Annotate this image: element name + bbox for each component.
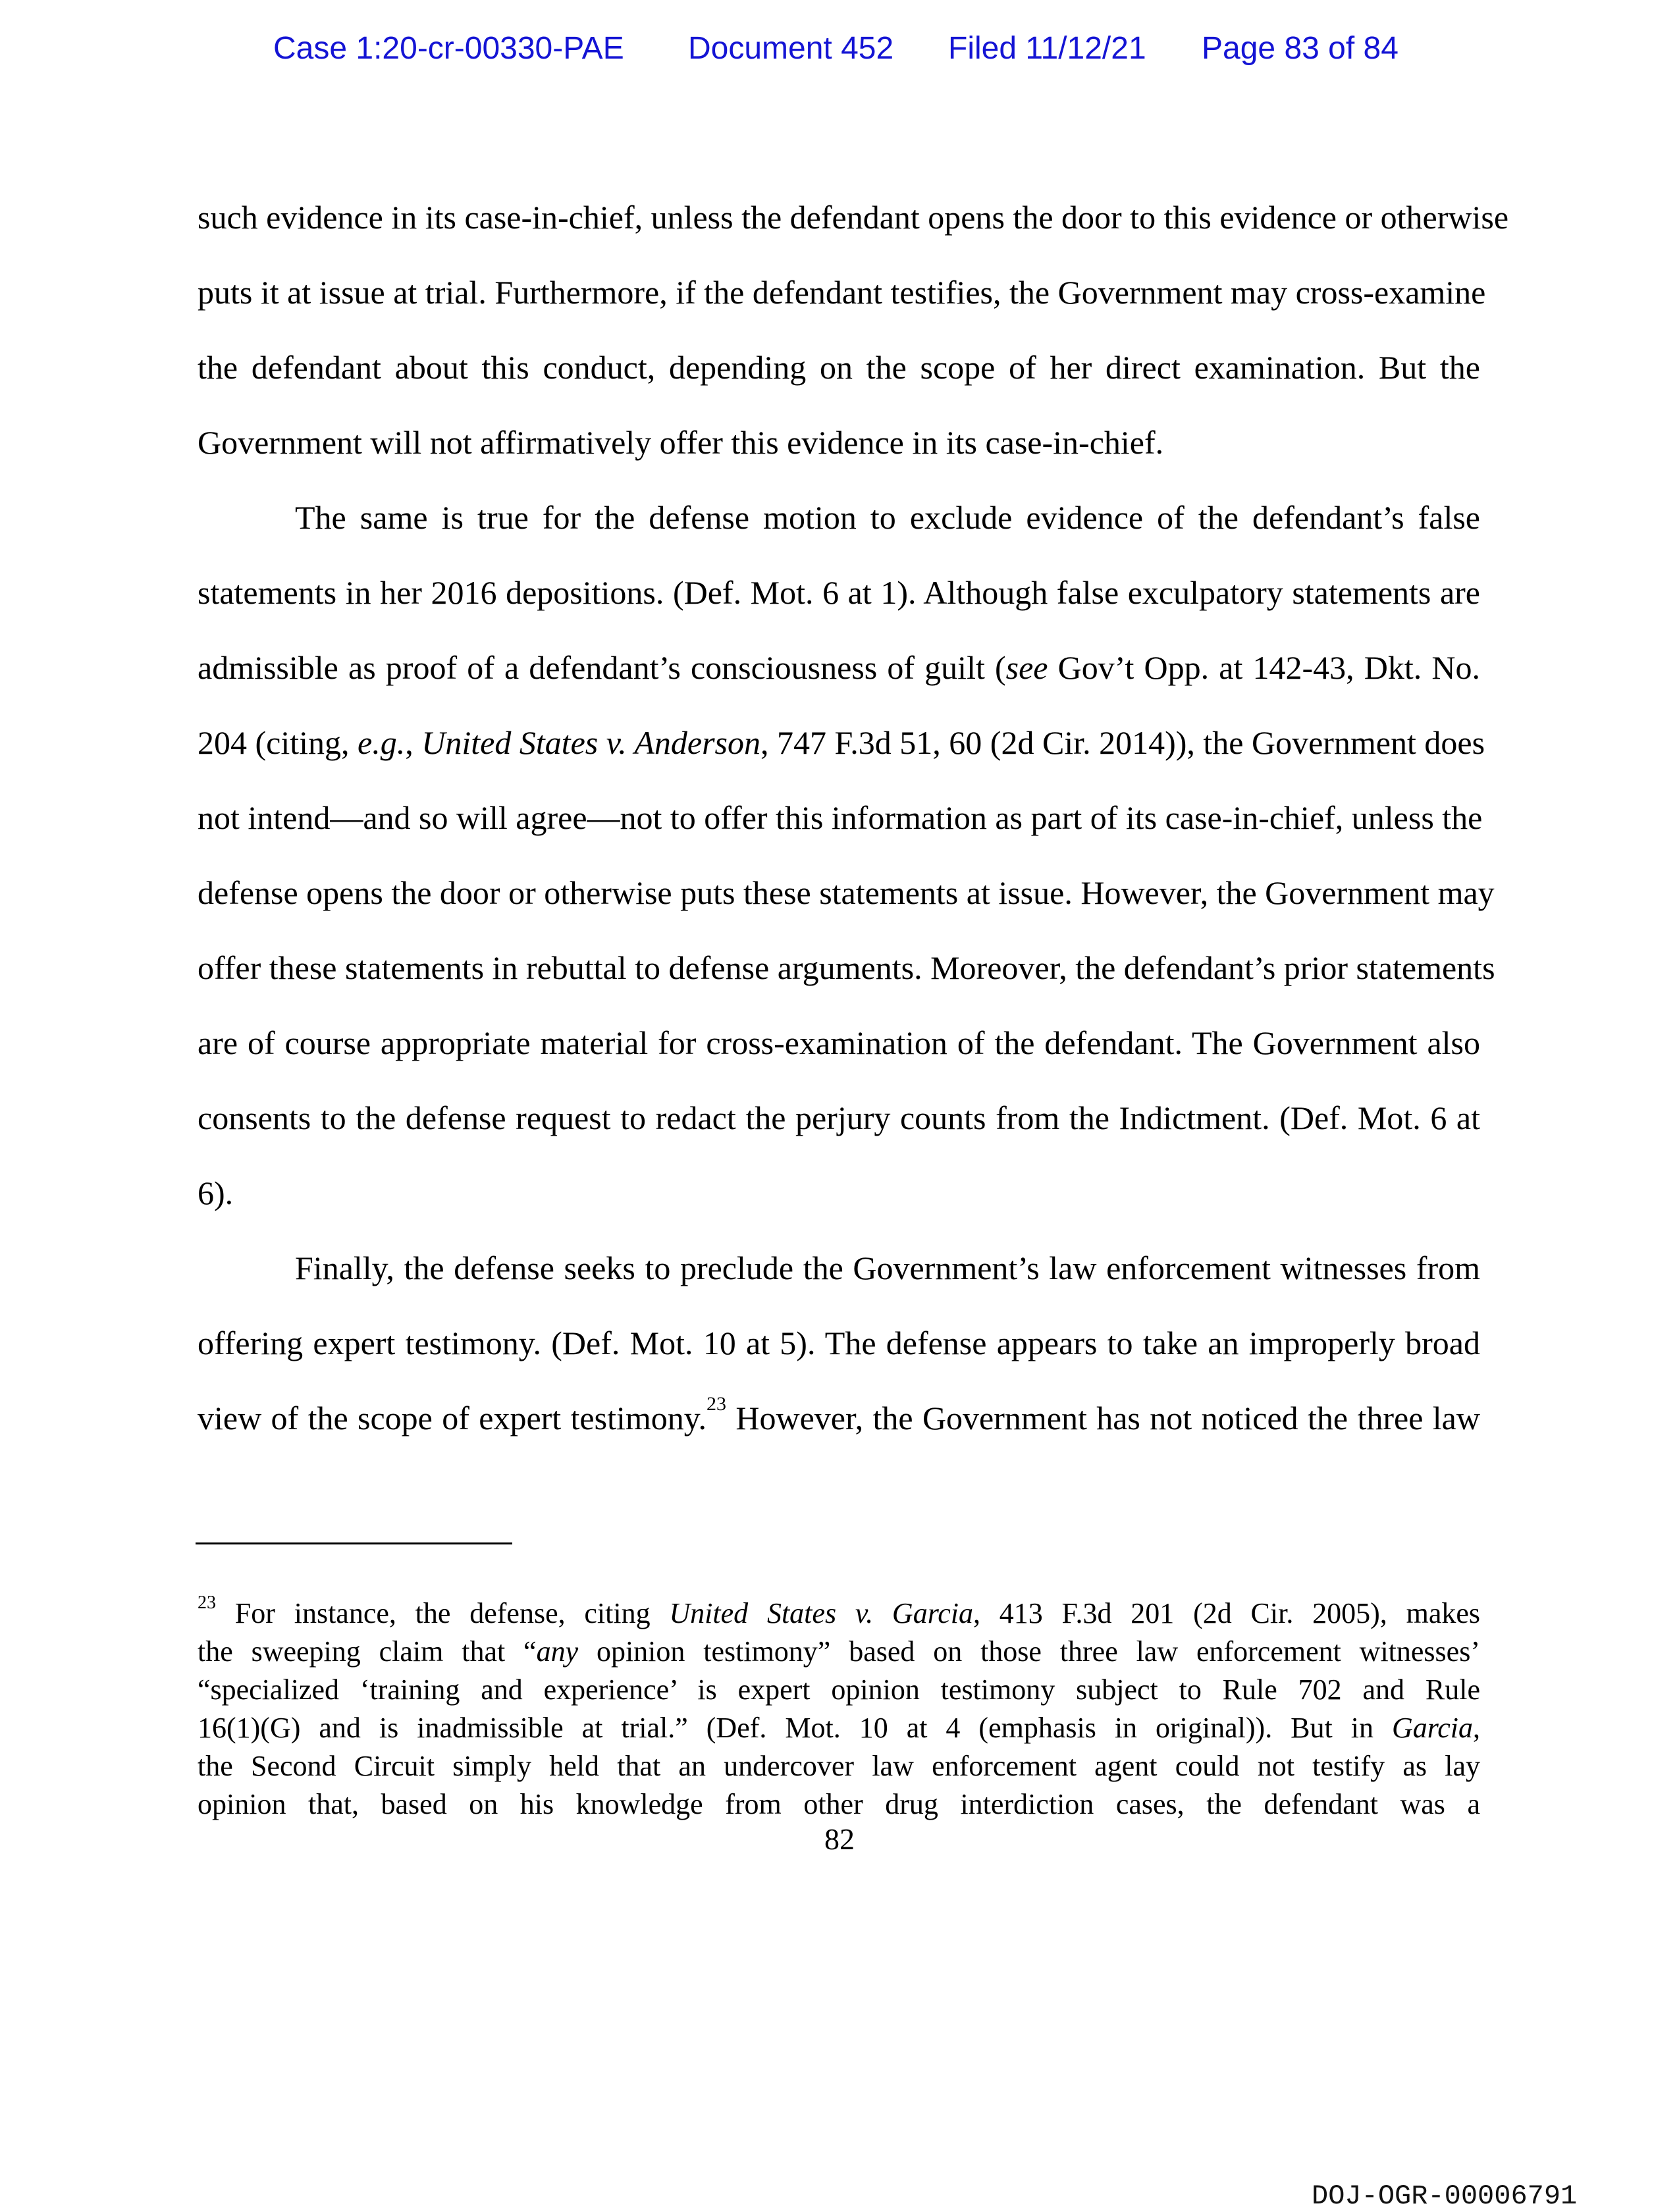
- body-line: defense opens the door or otherwise puts these statements at issue. However, the Government may: [198, 874, 1495, 911]
- filed-date: Filed 11/12/21: [948, 31, 1146, 66]
- body-line: offer these statements in rebuttal to defense arguments. Moreover, the defendant’s prior statements: [198, 949, 1495, 986]
- bates-number: DOJ-OGR-00006791: [1312, 2180, 1578, 2212]
- case-number: Case 1:20-cr-00330-PAE: [273, 31, 624, 66]
- text-segment: ,: [405, 724, 422, 761]
- footnote-line: the Second Circuit simply held that an undercover law enforcement agent could not testify as lay: [198, 1750, 1480, 1782]
- text-segment: 16(1)(G) and is inadmissible at trial.” (Def. Mot. 10 at 4 (emphasis in original)). But in: [198, 1712, 1392, 1744]
- signal-italic: see: [1005, 649, 1048, 686]
- body-line: consents to the defense request to redact the perjury counts from the Indictment. (Def. Mot. 6 at: [198, 1099, 1480, 1136]
- ecf-header: [0, 30, 1679, 70]
- case-name-italic: United States v. Anderson: [421, 724, 760, 761]
- case-name-italic: United States v. Garcia: [669, 1597, 973, 1629]
- page-number: 82: [824, 1822, 855, 1856]
- body-line: [198, 648, 1480, 687]
- page-count: Page 83 of 84: [1202, 31, 1399, 66]
- text-segment: Gov’t Opp. at 142-43, Dkt. No.: [1048, 649, 1481, 686]
- text-segment: , 413 F.3d 201 (2d Cir. 2005), makes: [973, 1597, 1480, 1629]
- body-line: Government will not affirmatively offer this evidence in its case-in-chief.: [198, 424, 1164, 461]
- body-line: not intend—and so will agree—not to offer this information as part of its case-in-chief, unless the: [198, 799, 1483, 836]
- footnote-line: “specialized ‘training and experience’ is expert opinion testimony subject to Rule 702 and Rule: [198, 1673, 1480, 1706]
- footnote-separator: [196, 1542, 512, 1544]
- footnote-line: [198, 1635, 1480, 1669]
- body-line: [198, 1393, 1480, 1438]
- emphasis-italic: any: [536, 1635, 579, 1668]
- signal-italic: e.g.: [358, 724, 406, 761]
- body-line: The same is true for the defense motion to exclude evidence of the defendant’s false: [295, 499, 1480, 536]
- footnote-number: 23: [198, 1593, 216, 1613]
- body-line: such evidence in its case-in-chief, unless the defendant opens the door to this evidence or otherwise: [198, 199, 1509, 236]
- footnote-reference[interactable]: 23: [706, 1393, 727, 1415]
- body-line: [198, 723, 1485, 762]
- body-line: are of course appropriate material for cross-examination of the defendant. The Government also: [198, 1024, 1480, 1061]
- text-segment: 204 (citing,: [198, 724, 358, 761]
- body-line: offering expert testimony. (Def. Mot. 10 at 5). The defense appears to take an improperly broad: [198, 1325, 1480, 1361]
- document-number: Document 452: [688, 31, 894, 66]
- body-line: Finally, the defense seeks to preclude the Government’s law enforcement witnesses from: [295, 1250, 1480, 1286]
- footnote-line: [198, 1593, 1480, 1631]
- body-line: puts it at issue at trial. Furthermore, if the defendant testifies, the Government may cross-examine: [198, 274, 1486, 311]
- body-line: 6).: [198, 1174, 234, 1211]
- text-segment: For instance, the defense, citing: [216, 1597, 670, 1629]
- footnote-line: opinion that, based on his knowledge from other drug interdiction cases, the defendant was a: [198, 1788, 1480, 1820]
- text-segment: ,: [1473, 1712, 1480, 1744]
- body-line: statements in her 2016 depositions. (Def. Mot. 6 at 1). Although false exculpatory statements are: [198, 574, 1480, 611]
- text-segment: opinion testimony” based on those three law enforcement witnesses’: [578, 1635, 1480, 1668]
- text-segment: admissible as proof of a defendant’s consciousness of guilt (: [198, 649, 1006, 686]
- case-name-italic: Garcia: [1391, 1712, 1473, 1744]
- text-segment: However, the Government has not noticed the three law: [726, 1400, 1480, 1436]
- text-segment: , 747 F.3d 51, 60 (2d Cir. 2014)), the Government does: [760, 724, 1485, 761]
- footnote-line: [198, 1711, 1480, 1745]
- text-segment: view of the scope of expert testimony.: [198, 1400, 707, 1436]
- body-line: the defendant about this conduct, depending on the scope of her direct examination. But the: [198, 349, 1480, 386]
- text-segment: the sweeping claim that “: [198, 1635, 537, 1668]
